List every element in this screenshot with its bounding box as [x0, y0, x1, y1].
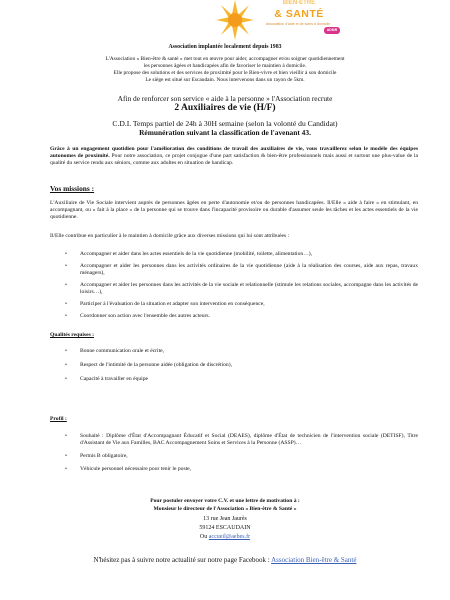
missions-heading: Vos missions :	[50, 184, 95, 193]
qualites-list	[50, 348, 418, 383]
list-item	[50, 362, 418, 369]
intro-line-4: Le siège est situé sur Escaudain. Nous intervenons dans un rayon de 5km.	[145, 77, 305, 83]
bullet-icon: •	[65, 301, 67, 307]
missions-paragraph-1: L'Auxiliaire de Vie Sociale intervient auprès de personnes âgées en perte d'autonomie et/ou de personnes handicapées. Il/Elle « aide à faire » en stimulant, en accompagnant, ou « fait à la place » de la personne qui se trouve dans l'incapacité provisoire ou durable d'assumer seule les tâches et les actes essentiels de la vie quotidienne.	[50, 200, 418, 220]
intro-line-3: Elle propose des solutions et des services de proximité pour le Bien-vivre et bien vieillir à son domicile	[113, 70, 337, 76]
qualites-heading: Qualités requises :	[50, 332, 95, 338]
intro-line-1: L'Association « Bien-être & santé » met tout en œuvre pour aider, accompagner et/ou soigner quotidiennement	[105, 56, 345, 62]
list-item	[50, 453, 418, 460]
logo-tagline: Association d'aide et de soins à domicile	[265, 22, 331, 26]
profil-list	[50, 433, 418, 473]
contract-line: C.D.I. Temps partiel de 24h à 30H semaine (selon la volonté du Candidat)	[112, 119, 338, 128]
bullet-icon: •	[65, 348, 67, 354]
list-item	[50, 263, 418, 277]
bullet-icon: •	[65, 263, 67, 269]
facebook-line	[0, 557, 450, 564]
engagement-rest: Pour notre association, ce projet conjugue d'une part satisfaction & bien-être professionnels mais aussi et surtout une plus-value de la qualité du service rendu aux séniors, comme aux adultes en situation de handicap.	[50, 153, 418, 166]
association-logo	[216, 0, 346, 40]
list-item-text: Accompagner et aider les personnes dans les activités de la vie sociale et relationnelle (stimule les relations sociales, accompagne dans les activités de loisirs…),	[80, 282, 418, 295]
list-item	[50, 348, 418, 355]
bullet-icon: •	[65, 251, 67, 257]
list-item	[50, 433, 418, 447]
list-item	[50, 251, 418, 258]
implantation-line: Association implantée localement depuis 1983	[168, 44, 282, 50]
sun-logo-icon	[216, 0, 254, 40]
list-item-text: Capacité à travailler en équipe	[80, 376, 149, 382]
bullet-icon: •	[65, 376, 67, 382]
bullet-icon: •	[65, 453, 67, 459]
bullet-icon: •	[65, 313, 67, 319]
contact-city: 59124 ESCAUDAIN	[199, 525, 251, 531]
facebook-page-link[interactable]: Association Bien-être & Santé	[271, 556, 357, 564]
admr-badge: ADMR	[324, 27, 340, 34]
engagement-bold: Grâce à un engagement quotidien pour l'amélioration des conditions de travail des auxiliaires de vie, vous travaillerez selon le modèle des équipes autonomes de proximité.	[50, 146, 418, 159]
logo-name-line2: & SANTÉ	[274, 8, 324, 20]
list-item-text: Coordonner son action avec l'ensemble des autres acteurs.	[80, 313, 210, 319]
salary-line: Rémunération suivant la classification de l'avenant 43.	[139, 128, 311, 137]
job-title: 2 Auxiliaires de vie (H/F)	[174, 103, 276, 113]
contact-line-2: Monsieur le directeur de l'Association « Bien-être & Santé »	[153, 506, 297, 512]
list-item	[50, 313, 418, 320]
engagement-paragraph	[50, 146, 418, 167]
list-item-text: Souhaité : Diplôme d'État d'Accompagnant Éducatif et Social (DEAES), diplôme d'État de technicien de l'intervention sociale (DETISF), Titre d'Assistant de Vie aux Familles, BAC Accompagnement Soins et Services à la Personne (ASSP)…	[80, 433, 418, 446]
list-item	[50, 376, 418, 383]
list-item	[50, 301, 418, 308]
bullet-icon: •	[65, 282, 67, 288]
list-item	[50, 282, 418, 296]
contact-email-link[interactable]: accueil@aebes.fr	[208, 534, 251, 540]
recruit-line: Afin de renforcer son service « aide à la personne » l'Association recrute	[117, 94, 333, 103]
bullet-icon: •	[65, 433, 67, 439]
intro-line-2: les personnes âgées et handicapées afin de favoriser le maintien à domicile.	[143, 63, 307, 69]
contact-line-1: Pour postuler envoyer votre C.V. et une lettre de motivation à :	[150, 498, 300, 504]
contact-or: Ou	[199, 534, 209, 540]
contact-email-line	[0, 534, 450, 540]
facebook-text: N'hésitez pas à suivre notre actualité sur notre page Facebook :	[93, 556, 272, 564]
list-item-text: Permis B obligatoire,	[80, 453, 128, 459]
list-item-text: Accompagner et aider dans les actes essentiels de la vie quotidienne (mobilité, toilette, alimentation…),	[80, 251, 313, 257]
profil-heading: Profil :	[50, 416, 67, 422]
list-item	[50, 466, 418, 473]
contact-street: 13 rue Jean Jaurès	[203, 516, 247, 522]
bullet-icon: •	[65, 362, 67, 368]
bullet-icon: •	[65, 466, 67, 472]
list-item-text: Bonne communication orale et écrite,	[80, 348, 165, 354]
list-item-text: Véhicule personnel nécessaire pour tenir le poste,	[80, 466, 192, 472]
list-item-text: Participer à l'évaluation de la situation et adapter son intervention en conséquence,	[80, 301, 265, 307]
missions-list	[50, 251, 418, 320]
list-item-text: Respect de l'intimité de la personne aidée (obligation de discrétion),	[80, 362, 232, 368]
list-item-text: Accompagner et aider les personnes dans les activités ordinaires de la vie quotidienne (aide à la réalisation des courses, aide aux repas, travaux ménagers),	[80, 263, 418, 276]
missions-paragraph-2: Il/Elle contribue en particulier à le maintien à domicile grâce aux diverses missions qui lui sont attribuées :	[50, 233, 290, 239]
logo-name-line1: BIEN-ÊTRE	[282, 0, 316, 6]
